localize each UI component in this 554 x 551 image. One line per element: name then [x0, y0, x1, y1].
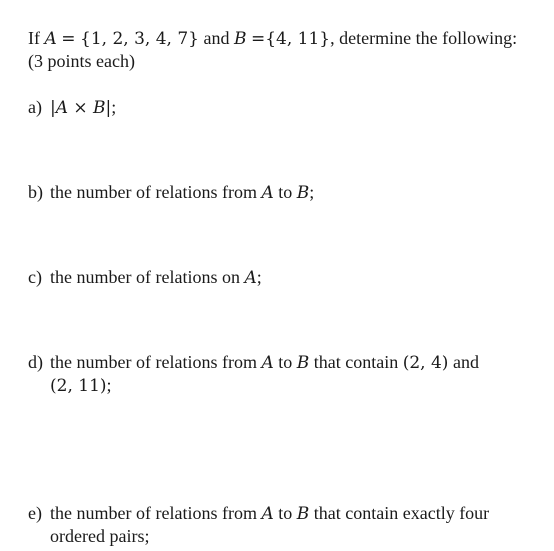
- question-d-var-b: B: [296, 353, 310, 373]
- question-d-tail: ;: [106, 375, 112, 395]
- question-d-line2: [50, 374, 112, 397]
- question-d-and: and: [452, 352, 479, 372]
- points-note: [28, 50, 135, 72]
- question-e-label: e): [28, 503, 42, 523]
- equals-sign-b: =: [250, 29, 266, 49]
- question-b-tail: ;: [309, 182, 315, 202]
- question-c: [50, 266, 262, 289]
- question-b-text: the number of relations from: [50, 182, 257, 202]
- set-a-value: {1, 2, 3, 4, 7}: [80, 29, 199, 49]
- question-b-to: to: [278, 182, 293, 202]
- intro-suffix: , determine the following:: [330, 28, 518, 48]
- question-d-to: to: [278, 352, 293, 372]
- question-e-to: to: [278, 503, 293, 523]
- question-c-tail: ;: [256, 267, 262, 287]
- question-a-tail: ;: [111, 97, 117, 117]
- question-e-text: the number of relations from: [50, 503, 257, 523]
- equals-sign: =: [61, 29, 76, 49]
- question-c-label: c): [28, 267, 42, 287]
- question-d-text: the number of relations from: [50, 352, 257, 372]
- question-a-label: a): [28, 97, 42, 117]
- question-d-pair-2: (2, 11): [50, 376, 107, 396]
- set-a-name: A: [44, 29, 57, 49]
- problem-statement: [28, 27, 517, 50]
- question-b-label: b): [28, 182, 43, 202]
- question-c-var-a: A: [244, 268, 257, 288]
- question-e-line2-text: ordered pairs;: [50, 526, 150, 546]
- question-a-math: |A × B|: [50, 98, 112, 118]
- intro-prefix: If: [28, 28, 40, 48]
- question-e-var-b: B: [296, 504, 310, 524]
- question-d-label: d): [28, 352, 43, 372]
- question-d-var-a: A: [261, 353, 274, 373]
- points-note-text: (3 points each): [28, 51, 135, 71]
- question-d-line1: [50, 351, 479, 374]
- question-b-var-b: B: [296, 183, 310, 203]
- question-b: [50, 181, 314, 204]
- question-e-line1: [50, 502, 489, 525]
- intro-and: and: [203, 28, 230, 48]
- question-a: [50, 96, 116, 119]
- question-e-text-after: that contain exactly four: [313, 503, 490, 523]
- question-b-var-a: A: [261, 183, 274, 203]
- set-b-value: {4, 11}: [265, 29, 331, 49]
- set-b-name: B: [233, 29, 247, 49]
- question-d-text-after: that contain: [313, 352, 399, 372]
- question-e-line2: [50, 525, 149, 547]
- question-e-var-a: A: [261, 504, 274, 524]
- question-c-text: the number of relations on: [50, 267, 240, 287]
- question-d-pair-1: (2, 4): [402, 353, 449, 373]
